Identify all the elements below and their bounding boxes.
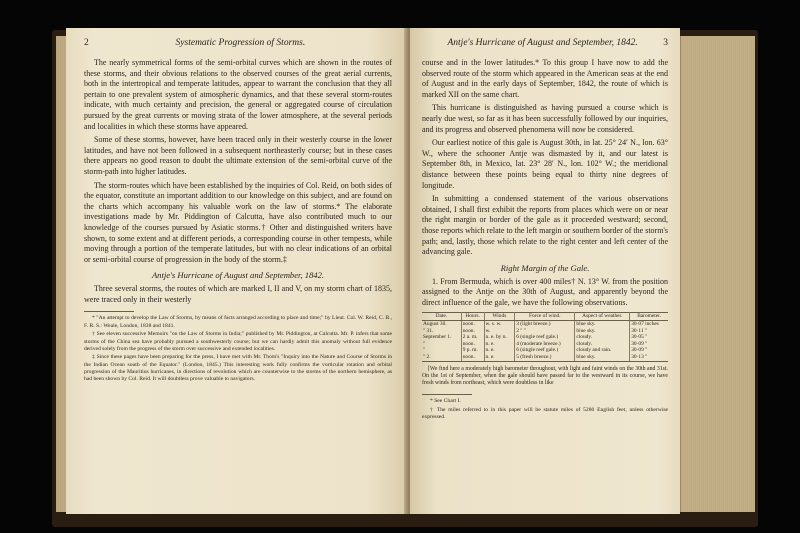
- table-cell: September 1.: [422, 334, 461, 341]
- table-header-row: [422, 313, 668, 321]
- right-paragraph-2: This hurricane is distinguished as having pursued a course which is nearly due west, so far as it has been successfully followed by our inquiries, and its progress and observed phenomena will now be considered.: [422, 103, 668, 134]
- left-footnote-1: * "An attempt to develop the Law of Storms, by means of facts arranged according to place and time;" by Lieut. Col. W. Reid, C. B., F. R. S.: Weale, London, 1838 and 1841.: [84, 315, 392, 329]
- table-cell: August 30.: [422, 321, 461, 328]
- table-row: [422, 354, 668, 361]
- table-row: [422, 321, 668, 328]
- table-note: [We find here a moderately high barometer throughout, with light and faint winds on the 30th and 31st. On the 1st of September, when the gale should have passed far to the westward in its course, we have fresh winds from northeast, which were doubtless in like: [422, 365, 668, 387]
- left-page: [66, 28, 408, 514]
- right-page: [410, 28, 680, 514]
- left-section-title: Antje's Hurricane of August and September, 1842.: [151, 270, 325, 281]
- table-cell: n. e. by n.: [484, 334, 515, 341]
- left-paragraph-2: Some of these storms, however, have been traced only in their westerly course in the lower latitudes, and have not been followed in a subsequent northeasterly course; but in these cases there appears no good reason to doubt the ultimate extension of the semi-orbital curve of the storm-path into higher latitudes.: [84, 135, 392, 176]
- right-footnote-1: * See Chart I.: [430, 397, 461, 404]
- table-cell: blue sky.: [575, 321, 630, 328]
- right-footnote-rule: [422, 394, 472, 395]
- left-running-header: [84, 38, 392, 48]
- table-header-date: Date.: [422, 313, 461, 321]
- left-footnote-rule: [84, 311, 134, 312]
- table-cell: blue sky.: [575, 328, 630, 335]
- table-cell: noon.: [461, 354, 484, 361]
- table-cell: 30·09 ": [631, 340, 648, 347]
- left-footnote-3: ‡ Since these pages have been preparing for the press, I have met with Mr. Thom's "Inquiry into the Nature and Course of Storms in the Indian Ocean south of the Equator." (London, 1845.) This interesting work fully confirms the vorticular rotation and orbital progression of the Mauritius hurricanes, in directions of revolution which are counterwise to the storms of the northern hemisphere, as had been shown by Col. Reid. It will doubtless prove valuable to navigators.: [84, 354, 392, 383]
- right-running-title: Antje's Hurricane of August and September, 1842.: [447, 38, 638, 48]
- table-cell: blue sky.: [575, 354, 630, 361]
- table-cell: 6 (single reef gale.): [515, 347, 575, 354]
- table-cell: 30·09 ": [631, 347, 648, 354]
- table-row: [422, 334, 668, 341]
- table-cell: noon.: [461, 341, 484, 348]
- table-cell: noon.: [461, 321, 484, 328]
- left-section-paragraph: Three several storms, the routes of which are marked I, II and V, on my storm chart of 1835, were traced only in their westerly: [84, 284, 392, 304]
- right-paragraph-1: course and in the lower latitudes.* To this group I have now to add the observed route of the storm which appeared in the American seas at the end of August and in the early days of September, 1842, the route of which is marked XII on the same chart.: [422, 58, 668, 99]
- left-paragraph-1: The nearly symmetrical forms of the semi-orbital curves which are shown in the routes of these storms, and their obvious relations to the observed courses of the great aerial currents, both in the intertropical and temperate latitudes, appear to warrant the conclusion that they all pertain to one prevalent system of atmospheric dynamics, and that these several storm-routes indicate, with much certainty and precision, the general or aggregated course of circulation pursued by the great currents or moving strata of the lower atmosphere, at the several periods and localities in which these storms have appeared.: [84, 58, 392, 131]
- table-cell: 4 (moderate breeze.): [515, 341, 575, 348]
- right-running-header: [422, 38, 668, 48]
- table-cell: cloudy and rain.: [575, 347, 630, 354]
- table-cell: ": [422, 347, 461, 354]
- table-cell: n. e.: [484, 354, 515, 361]
- table-cell: n. e.: [484, 341, 515, 348]
- table-cell: 30·13 ": [630, 354, 668, 361]
- left-running-title: Systematic Progression of Storms.: [175, 38, 306, 48]
- left-paragraph-3: The storm-routes which have been established by the inquiries of Col. Reid, on both sides of the equator, constitute an important addition to our knowledge on this subject, and are found on the charts which accompany his valuable work on the law of storms.* The elaborate investigations made by Mr. Piddington of Calcutta, have also contributed much to our knowledge of the courses pursued by Asiatic storms.† Other and distinguished writers have shown, to some extent and at different periods, a corresponding course in other tempests, while moving through a portion of the temperate latitudes, but with no clear indications of an orbital or semi-orbital course of progression in the body of the storm.‡: [84, 180, 392, 264]
- right-footnote-2: † The miles referred to in this paper will be statute miles of 5280 English feet, unless otherwise expressed.: [422, 406, 668, 420]
- table-cell: 5 (fresh breeze.): [515, 354, 575, 361]
- table-header-aspect: Aspect of weather.: [575, 313, 630, 321]
- right-section-paragraph: 1. From Bermuda, which is over 400 miles† N. 13° W. from the position assigned to the Antje on the 30th of August, and apparently beyond the direct influence of the gale, we have the following observations.: [422, 276, 668, 307]
- left-page-number: 2: [84, 38, 89, 48]
- table-cell: w.: [484, 328, 515, 335]
- table-header-winds: Winds: [484, 313, 515, 321]
- table-header-force: Force of wind.: [515, 313, 575, 321]
- open-book: [52, 22, 758, 527]
- table-cell: cloudy.: [575, 334, 630, 341]
- table-cell: 9 p. m.: [461, 347, 484, 354]
- table-cell: 30·05 ": [631, 334, 648, 341]
- table-cell: 30·11 ": [631, 327, 648, 334]
- table-cell: 6 (single reef gale.): [515, 334, 575, 341]
- table-cell: 3 (light breeze.): [515, 321, 575, 328]
- right-page-number: 3: [663, 38, 668, 48]
- table-cell: n. e.: [484, 347, 515, 354]
- table-cell: 2 " ": [515, 328, 575, 335]
- table-header-barometer: Barometer.: [630, 313, 668, 321]
- right-paragraph-3: Our earliest notice of this gale is August 30th, in lat. 25° 24′ N., lon. 63° W., where the schooner Antje was dismasted by it, and our latest is September 8th, in Mexico, lat. 23° 28′ N., lon. 102° W.; the meridional distance between these points being equal to thirty nine degrees of longitude.: [422, 138, 668, 190]
- right-page-edges: [680, 36, 755, 512]
- bermuda-observations-table: [422, 312, 668, 361]
- right-paragraph-4: In submitting a condensed statement of the various observations obtained, I shall first exhibit the reports from places which were on or near the right margin or border of the gale as it proceeded westward; second, those reports which relate to the left margin or southern border of the storm's path; and, lastly, those which relate to the right center and left center of the advancing gale.: [422, 194, 668, 257]
- table-cell: cloudy.: [575, 341, 630, 348]
- left-footnote-2: † See eleven successive Memoirs "on the Law of Storms in India;" published by Mr. Piddington, at Calcutta. Mr. P. infers that some storms of the China sea have probably pursued a southwesterly course; but we can hardly admit this anomaly without full evidence derived solely from the progress of the storm over successive and extended localities.: [84, 331, 392, 352]
- right-section-title: Right Margin of the Gale.: [500, 262, 590, 273]
- table-cell: 30·07 inches: [631, 321, 659, 328]
- table-cell: 2 a. m.: [461, 334, 484, 341]
- table-cell: noon.: [461, 328, 484, 335]
- table-cell: ": [422, 341, 461, 348]
- table-cell: w. s. w.: [484, 321, 515, 328]
- table-cell: " 31.: [422, 328, 461, 335]
- table-header-hours: Hours.: [461, 313, 484, 321]
- table-cell: " 2.: [422, 354, 461, 361]
